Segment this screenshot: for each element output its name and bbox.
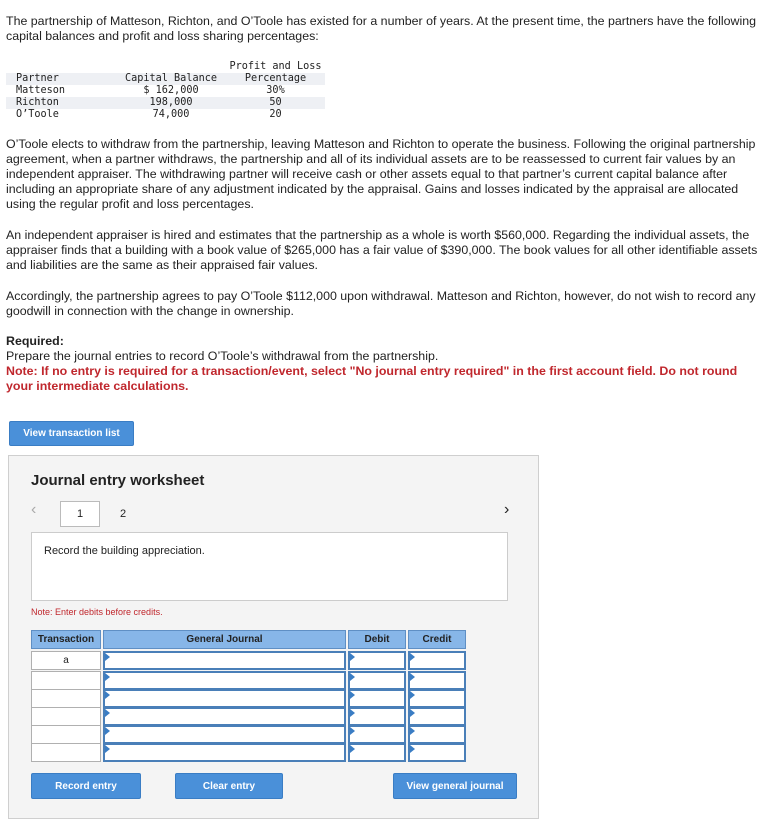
partner-name: O’Toole — [16, 109, 59, 120]
dropdown-marker-icon — [410, 709, 415, 717]
credit-input[interactable] — [408, 671, 466, 690]
col-capital: Capital Balance — [124, 73, 217, 84]
chevron-right-icon[interactable]: › — [504, 501, 510, 518]
credit-input[interactable] — [408, 743, 466, 762]
record-entry-button[interactable]: Record entry — [31, 773, 141, 799]
dropdown-marker-icon — [105, 709, 110, 717]
dropdown-marker-icon — [105, 727, 110, 735]
dropdown-marker-icon — [350, 673, 355, 681]
dropdown-marker-icon — [410, 745, 415, 753]
debit-input[interactable] — [348, 671, 406, 690]
credit-input[interactable] — [408, 725, 466, 744]
account-select[interactable] — [103, 651, 346, 670]
required-label: Required: — [6, 334, 64, 348]
dropdown-marker-icon — [350, 691, 355, 699]
dropdown-marker-icon — [105, 673, 110, 681]
view-general-journal-button[interactable]: View general journal — [393, 773, 517, 799]
payment-paragraph: Accordingly, the partnership agrees to pay O’Toole $112,000 upon withdrawal. Matteson and Richton, however, do not wish to record any goodwill in connection with the change in ownership. — [6, 289, 756, 318]
capital-value: 198,000 — [149, 97, 193, 108]
dropdown-marker-icon — [410, 653, 415, 661]
transaction-cell: a — [31, 651, 101, 670]
table-row — [6, 97, 325, 109]
partner-name: Richton — [16, 97, 59, 108]
entry-description: Record the building appreciation. — [44, 545, 205, 557]
instruction-note: Note: If no entry is required for a transaction/event, select "No journal entry required" in the first account field. Do not round your intermediate calculations. — [6, 364, 738, 393]
account-select[interactable] — [103, 725, 346, 744]
dropdown-marker-icon — [105, 691, 110, 699]
debit-input[interactable] — [348, 651, 406, 670]
capital-value: $ 162,000 — [143, 85, 199, 96]
dropdown-marker-icon — [410, 691, 415, 699]
clear-entry-button[interactable]: Clear entry — [175, 773, 283, 799]
col-percentage: Percentage — [244, 73, 307, 84]
dropdown-marker-icon — [105, 745, 110, 753]
transaction-cell — [31, 671, 101, 690]
tab-2[interactable]: 2 — [119, 508, 127, 520]
credit-input[interactable] — [408, 689, 466, 708]
transaction-cell — [31, 689, 101, 708]
credit-input[interactable] — [408, 651, 466, 670]
dropdown-marker-icon — [350, 727, 355, 735]
debits-note: Note: Enter debits before credits. — [31, 607, 163, 617]
dropdown-marker-icon — [350, 709, 355, 717]
col-general-journal: General Journal — [103, 630, 346, 649]
intro-paragraph: The partnership of Matteson, Richton, and O’Toole has existed for a number of years. At the present time, the partners have the following capital balances and profit and loss sharing percentages: — [6, 14, 757, 43]
pct-value: 20 — [269, 109, 282, 120]
pct-value: 30% — [266, 85, 285, 96]
dropdown-marker-icon — [350, 653, 355, 661]
account-select[interactable] — [103, 743, 346, 762]
withdrawal-paragraph: O’Toole elects to withdraw from the partnership, leaving Matteson and Richton to operate the business. Following the original partnership agreement, when a partner withdraws, the partnership and all of its individual assets are to be reassessed to current fair values by an independent appraiser. The withdrawing partner will receive cash or other assets equal to that partner’s current capital balance after including an appropriate share of any adjustment indicated by the appraisal. Gains and losses indicated by the appraisal are allocated using the regular profit and loss percentages. — [6, 137, 756, 211]
appraisal-paragraph: An independent appraiser is hired and estimates that the partnership as a whole is worth $560,000. Regarding the individual assets, the appraiser finds that a building with a book value of $265,000 has a fair value of $390,000. The book values for all other identifiable assets and liabilities are the same as their appraised fair values. — [6, 228, 758, 272]
col-credit: Credit — [408, 630, 466, 649]
dropdown-marker-icon — [105, 653, 110, 661]
worksheet-title: Journal entry worksheet — [31, 472, 205, 489]
col-debit: Debit — [348, 630, 406, 649]
dropdown-marker-icon — [410, 673, 415, 681]
journal-entry-worksheet — [8, 455, 539, 819]
col-transaction: Transaction — [31, 630, 101, 649]
pl-header-top: Profit and Loss — [229, 61, 322, 72]
dropdown-marker-icon — [350, 745, 355, 753]
credit-input[interactable] — [408, 707, 466, 726]
transaction-cell — [31, 725, 101, 744]
debit-input[interactable] — [348, 743, 406, 762]
view-transaction-list-button[interactable]: View transaction list — [9, 421, 134, 446]
chevron-left-icon[interactable]: ‹ — [31, 501, 37, 518]
required-text: Prepare the journal entries to record O’Toole’s withdrawal from the partnership. — [6, 349, 439, 363]
transaction-cell — [31, 743, 101, 762]
capital-value: 74,000 — [152, 109, 190, 120]
entry-description-box — [31, 532, 508, 601]
debit-input[interactable] — [348, 707, 406, 726]
table-row — [6, 85, 325, 97]
col-partner: Partner — [16, 73, 59, 84]
debit-input[interactable] — [348, 725, 406, 744]
account-select[interactable] — [103, 689, 346, 708]
account-select[interactable] — [103, 671, 346, 690]
partner-name: Matteson — [16, 85, 66, 96]
pct-value: 50 — [269, 97, 282, 108]
transaction-cell — [31, 707, 101, 726]
table-row — [6, 109, 325, 121]
dropdown-marker-icon — [410, 727, 415, 735]
debit-input[interactable] — [348, 689, 406, 708]
account-select[interactable] — [103, 707, 346, 726]
tab-1[interactable]: 1 — [60, 501, 100, 527]
